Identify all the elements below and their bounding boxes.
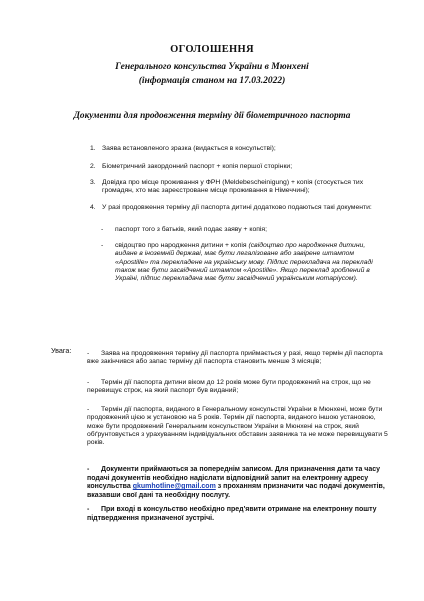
list-item-text: Заява встановленого зразка (видається в консульстві);	[102, 145, 276, 152]
list-item-number: 4.	[90, 204, 96, 211]
list-item-text: Документи приймаються за попереднім записом. Для призначення дати та часу подачі документів необхідно надіслати відповідний запит на електронну адресу консульства gkumhotline@gmail.com з проханням призначити час подачі документів, вказавши свої дані та необхідну послугу.	[87, 466, 385, 499]
consulate-email-link[interactable]: gkumhotline@gmail.com	[132, 483, 216, 491]
list-item-text: При вході в консульство необхідно пред'явити отримане на електронну пошту підтвердження призначеної зустрічі.	[87, 506, 377, 522]
list-item-text: Заява на продовження терміну дії паспорта приймається у разі, якщо термін дії паспорта вже закінчився або запас терміну дії паспорта становить менше 3 місяців;	[87, 350, 383, 366]
list-item-text: Термін дії паспорта, виданого в Генеральному консульстві України в Мюнхені, може бути продовжений цією ж установою на 5 років. Термін дії паспорта, виданого іншою установою, може бути продовжений Генеральним консульством України в Мюнхені на строк, який обґрунтовується з урахуванням індивідуальних обставин заявника та не може перевищувати 5 років.	[87, 406, 388, 447]
consulate-name: Генерального консульства України в Мюнхені	[115, 62, 309, 72]
list-item-text: Довідка про місце проживання у ФРН (Meldebescheinigung) + копія (стосується тих громадян, хто має зареєстроване місце проживання в Німеччині);	[102, 179, 364, 195]
list-item-text: свідоцтво про народження дитини + копія (свідоцтво про народження дитини, видане в іноземній державі, має бути легалізоване або завірене штампом «Apostille» та перекладене на українську мову. Підпис перекладача на перекладі також має бути засвідчений штампом «Apostille». Якщо переклад зроблений в Україні, підпис перекладача має бути засвідчений українським нотаріусом).	[115, 242, 373, 283]
list-item-number: 1.	[90, 145, 96, 152]
list-item-text: паспорт того з батьків, який подає заяву + копія;	[115, 226, 267, 233]
list-item-number: 2.	[90, 163, 96, 170]
list-item-text: У разі продовження терміну дії паспорта дитині додатково подаються такі документи:	[102, 204, 372, 211]
notes-label: Увага:	[51, 346, 72, 355]
announcement-title: ОГОЛОШЕННЯ	[170, 44, 254, 55]
birth-certificate-note: (свідоцтво про народження дитини, видане в іноземній державі, має бути легалізоване або завірене штампом «Apostille» та перекладене на українську мову. Підпис перекладача на перекладі також має бути засвідчений штампом «Apostille». Якщо переклад зроблений в Україні, підпис перекладача має бути засвідчений українським нотаріусом).	[115, 242, 373, 283]
info-date: (інформація станом на 17.03.2022)	[138, 76, 286, 86]
section-title: Документи для продовження терміну дії біометричного паспорта	[73, 111, 351, 121]
list-item-text: Термін дії паспорта дитини віком до 12 років може бути продовжений на строк, що не перевищує строк, на який паспорт був виданий;	[87, 379, 371, 395]
list-item-text: Біометричний закордонний паспорт + копія першої сторінки;	[102, 163, 293, 170]
announcement-page: ОГОЛОШЕННЯ Генерального консульства України в Мюнхені (інформація станом на 17.03.2022) Документи для продовження терміну дії біометричного паспорта 1. Заява встановленого зразка (видається в консульстві); 2. Біометричний закордонний паспорт + копія першої сторінки; 3. Довідка про місце проживання у ФРН (Meldebescheinigung) + копія (стосується тих громадян, хто має зареєстроване місце проживання в Німеччині); 4. У разі продовження терміну дії паспорта дитині додатково подаються такі документи: - паспорт того з батьків, який подає заяву + копія; - свідоцтво про народження дитини + копія (свідоцтво про народження дитини, видане в іноземній державі, має бути легалізоване або завірене штампом «Apostille» та перекладене на українську мову. Підпис перекладача на перекладі також має бути засвідчений штампом «Apostille». Якщо переклад зроблений в Україні, підпис перекладача має бути засвідчений українським нотаріусом). Увага: - Заява на продовження терміну дії паспорта приймається у разі, якщо термін дії паспорта вже закінчився або запас терміну дії паспорта становить менше 3 місяців; - Термін дії паспорта дитини віком до 12 років може бути продовжений на строк, що не перевищує строк, на який паспорт був виданий; - Термін дії паспорта, виданого в Генеральному консульстві України в Мюнхені, може бути продовжений цією ж установою на 5 років. Термін дії паспорта, виданого іншою установою, може бути продовжений Генеральним консульством України в Мюнхені на строк, який обґрунтовується з урахуванням індивідуальних обставин заявника та не може перевищувати 5 років. - Документи приймаються за попереднім записом. Для призначення дати та часу подачі документів необхідно надіслати відповідний запит на електронну адресу консульства gkumhotline@gmail.com з проханням призначити час подачі документів, вказавши свої дані та необхідну послугу. - При вході в консульство необхідно пред'явити отримане на електронну пошту підтвердження призначеної зустрічі.	[0, 0, 424, 601]
list-item-number: 3.	[90, 179, 96, 186]
